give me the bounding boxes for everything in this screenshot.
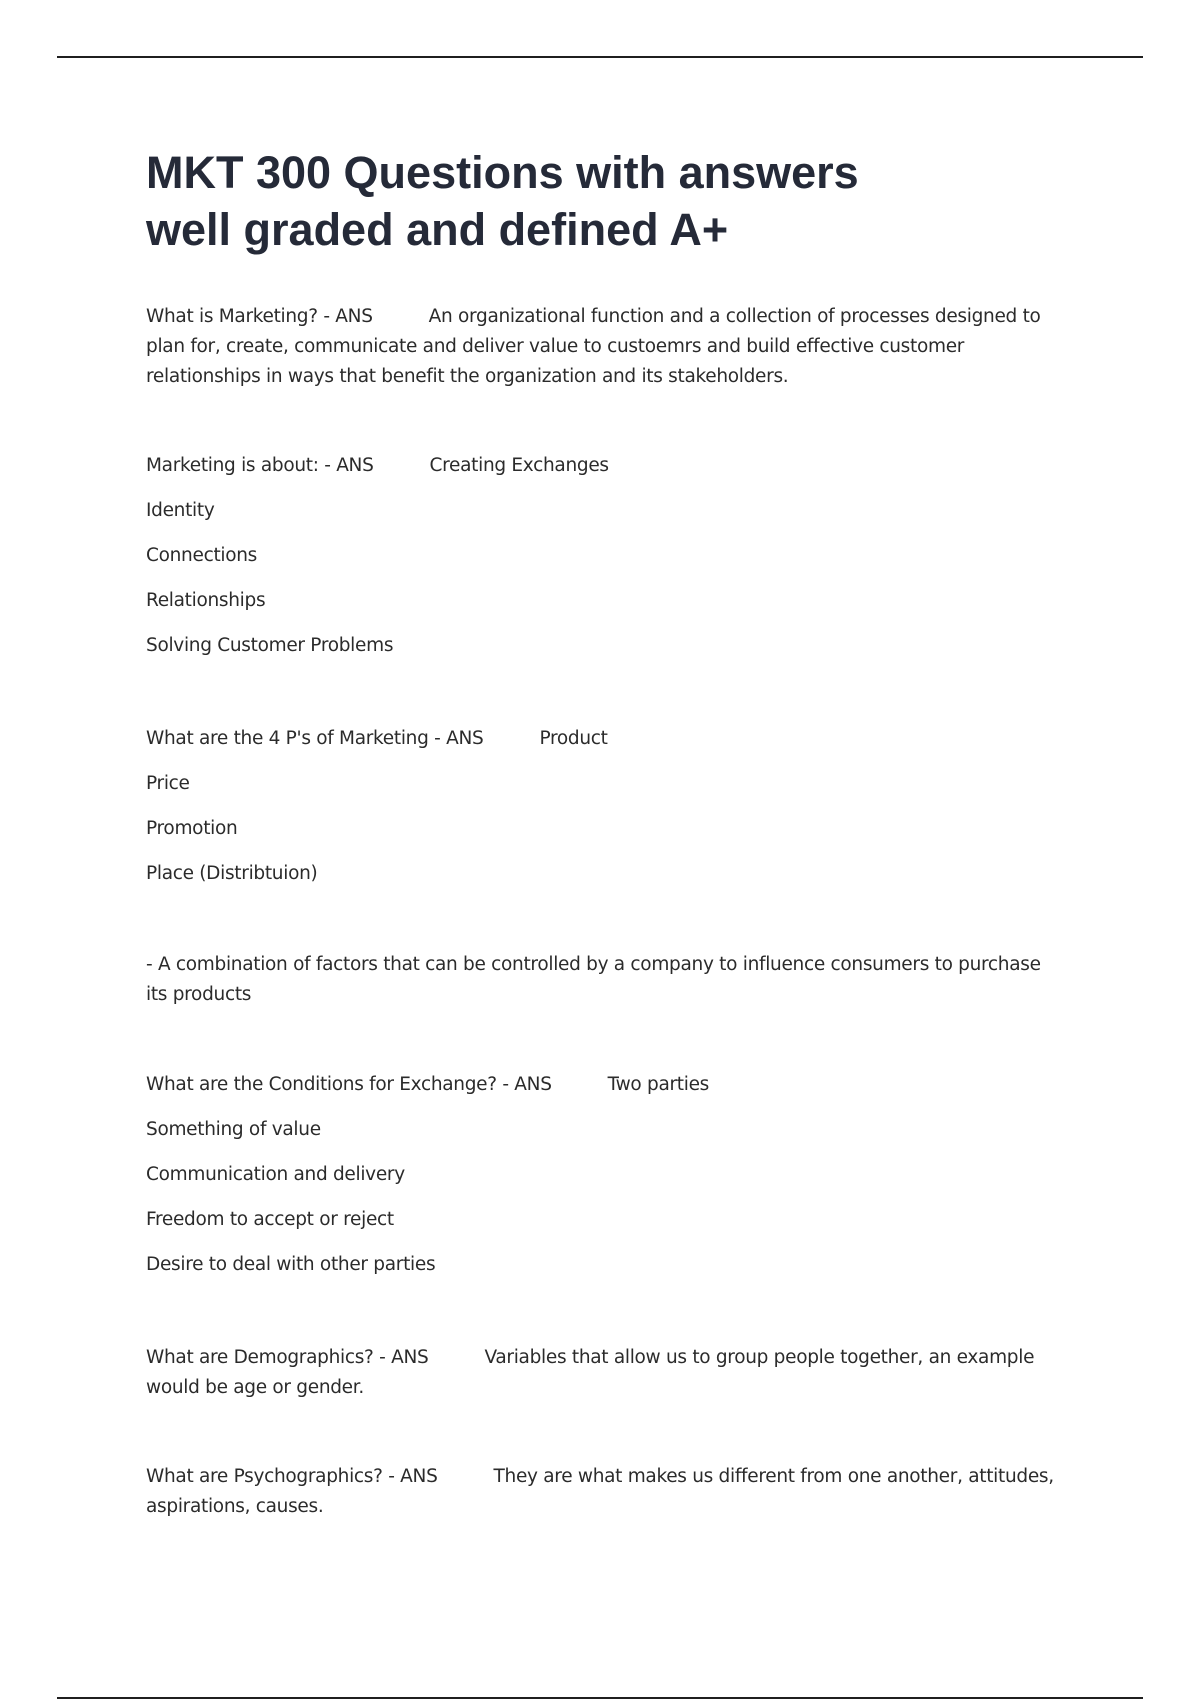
qa-marketing-definition: [146, 302, 1066, 392]
answer-text: An organizational function and a collection of processes designed to: [428, 306, 1041, 327]
paragraph-line: - A combination of factors that can be controlled by a company to influence consumers to purchase: [146, 954, 1041, 975]
answer-text: Creating Exchanges: [429, 455, 609, 476]
answer-text: aspirations, causes.: [146, 1496, 324, 1517]
qa-four-ps: [146, 724, 1066, 889]
qa-psychographics: [146, 1462, 1066, 1522]
top-rule: [57, 56, 1143, 58]
qa-conditions-exchange: [146, 1070, 1066, 1280]
list-item: Promotion: [146, 818, 238, 839]
answer-text: Two parties: [607, 1074, 710, 1095]
question-text: What are Demographics? - ANS: [146, 1347, 429, 1368]
answer-text: plan for, create, communicate and deliver value to custoemrs and build effective customer: [146, 336, 965, 357]
list-item: Freedom to accept or reject: [146, 1209, 394, 1230]
list-item: Relationships: [146, 590, 266, 611]
bottom-rule: [57, 1697, 1143, 1699]
qa-marketing-about: [146, 451, 1066, 661]
answer-text: They are what makes us different from one another, attitudes,: [493, 1466, 1054, 1487]
document-title: [146, 144, 1066, 258]
question-text: What is Marketing? - ANS: [146, 306, 373, 327]
list-item: Place (Distribtuion): [146, 863, 318, 884]
question-text: Marketing is about: - ANS: [146, 455, 374, 476]
paragraph-line: its products: [146, 984, 252, 1005]
answer-text: Product: [539, 728, 608, 749]
list-item: Price: [146, 773, 190, 794]
answer-text: would be age or gender.: [146, 1377, 364, 1398]
list-item: Something of value: [146, 1119, 321, 1140]
title-line-1: MKT 300 Questions with answers: [146, 147, 859, 198]
marketing-mix-definition: [146, 950, 1066, 1010]
list-item: Desire to deal with other parties: [146, 1254, 436, 1275]
question-text: What are the Conditions for Exchange? - ANS: [146, 1074, 552, 1095]
list-item: Identity: [146, 500, 215, 521]
list-item: Communication and delivery: [146, 1164, 405, 1185]
title-line-2: well graded and defined A+: [146, 204, 729, 255]
answer-text: Variables that allow us to group people together, an example: [484, 1347, 1035, 1368]
question-text: What are Psychographics? - ANS: [146, 1466, 438, 1487]
list-item: Solving Customer Problems: [146, 635, 394, 656]
list-item: Connections: [146, 545, 258, 566]
question-text: What are the 4 P's of Marketing - ANS: [146, 728, 484, 749]
answer-text: relationships in ways that benefit the organization and its stakeholders.: [146, 366, 789, 387]
qa-demographics: [146, 1343, 1066, 1403]
